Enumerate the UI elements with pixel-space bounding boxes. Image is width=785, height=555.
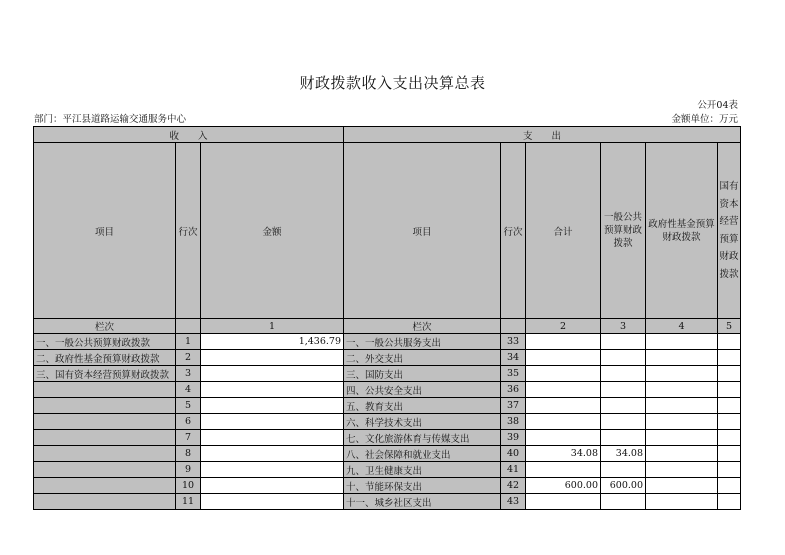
- table-row: [34, 382, 741, 398]
- income-amount-cell: [201, 446, 344, 462]
- column-index-4: 4: [646, 319, 718, 334]
- expense-item-cell: 三、国防支出: [344, 366, 501, 382]
- income-amount-cell: 1,436.79: [201, 334, 344, 350]
- column-index-label: 栏次: [34, 319, 176, 334]
- expense-item-cell: 十、节能环保支出: [344, 478, 501, 494]
- department-label: 部门：平江县道路运输交通服务中心: [34, 114, 187, 125]
- total-cell: [526, 334, 601, 350]
- income-amount-cell: [201, 366, 344, 382]
- state-capital-cell: [718, 478, 741, 494]
- state-capital-header: 国有资本经营预算财政拨款: [718, 143, 741, 319]
- income-amount-header: 金额: [201, 143, 344, 319]
- income-line-no-cell: 5: [176, 398, 201, 414]
- gov-fund-header: 政府性基金预算财政拨款: [646, 143, 718, 319]
- gov-fund-cell: [646, 398, 718, 414]
- general-budget-cell: [601, 430, 646, 446]
- state-capital-cell: [718, 382, 741, 398]
- income-line-no-cell: 1: [176, 334, 201, 350]
- income-amount-cell: [201, 478, 344, 494]
- income-amount-cell: [201, 382, 344, 398]
- total-cell: [526, 398, 601, 414]
- fiscal-summary-table: [33, 126, 741, 510]
- total-cell: 34.08: [526, 446, 601, 462]
- income-line-no-cell: 7: [176, 430, 201, 446]
- income-line-no-cell: 11: [176, 494, 201, 510]
- table-row: [34, 462, 741, 478]
- expense-item-cell: 八、社会保障和就业支出: [344, 446, 501, 462]
- gov-fund-cell: [646, 462, 718, 478]
- total-cell: 600.00: [526, 478, 601, 494]
- total-cell: [526, 462, 601, 478]
- state-capital-cell: [718, 430, 741, 446]
- table-row: [34, 350, 741, 366]
- expense-line-no-cell: 36: [501, 382, 526, 398]
- income-line-no-cell: 6: [176, 414, 201, 430]
- table-row: [34, 478, 741, 494]
- expense-item-header: 项目: [344, 143, 501, 319]
- general-budget-cell: [601, 494, 646, 510]
- income-amount-cell: [201, 414, 344, 430]
- total-cell: [526, 430, 601, 446]
- general-budget-cell: 600.00: [601, 478, 646, 494]
- state-capital-cell: [718, 494, 741, 510]
- income-header: 收 入: [34, 127, 344, 143]
- expense-item-cell: 七、文化旅游体育与传媒支出: [344, 430, 501, 446]
- gov-fund-cell: [646, 334, 718, 350]
- column-index-1: 1: [201, 319, 344, 334]
- gov-fund-cell: [646, 414, 718, 430]
- total-cell: [526, 494, 601, 510]
- table-row: [34, 414, 741, 430]
- income-line-no-cell: 8: [176, 446, 201, 462]
- state-capital-cell: [718, 414, 741, 430]
- income-line-no-cell: 2: [176, 350, 201, 366]
- report-title: 财政拨款收入支出决算总表: [299, 74, 486, 92]
- total-cell: [526, 350, 601, 366]
- income-item-cell: [34, 382, 176, 398]
- state-capital-cell: [718, 462, 741, 478]
- table-row: [34, 366, 741, 382]
- expense-item-cell: 十一、城乡社区支出: [344, 494, 501, 510]
- expense-line-no-cell: 37: [501, 398, 526, 414]
- expense-line-no-cell: 41: [501, 462, 526, 478]
- income-item-cell: 二、政府性基金预算财政拨款: [34, 350, 176, 366]
- table-row: [34, 494, 741, 510]
- income-line-no-cell: 4: [176, 382, 201, 398]
- expense-item-cell: 五、教育支出: [344, 398, 501, 414]
- income-item-cell: 三、国有资本经营预算财政拨款: [34, 366, 176, 382]
- table-row: [34, 398, 741, 414]
- gov-fund-cell: [646, 478, 718, 494]
- table-row: [34, 430, 741, 446]
- income-item-cell: [34, 478, 176, 494]
- income-item-cell: [34, 430, 176, 446]
- income-item-cell: [34, 494, 176, 510]
- state-capital-cell: [718, 398, 741, 414]
- expense-line-no-cell: 35: [501, 366, 526, 382]
- income-amount-cell: [201, 398, 344, 414]
- column-index-blank-right: [501, 319, 526, 334]
- expense-line-no-cell: 34: [501, 350, 526, 366]
- expense-line-no-cell: 43: [501, 494, 526, 510]
- gov-fund-cell: [646, 366, 718, 382]
- table-row: [34, 446, 741, 462]
- expense-header: 支 出: [344, 127, 741, 143]
- gov-fund-cell: [646, 446, 718, 462]
- gov-fund-cell: [646, 350, 718, 366]
- general-budget-cell: [601, 366, 646, 382]
- state-capital-cell: [718, 446, 741, 462]
- total-cell: [526, 414, 601, 430]
- income-item-cell: [34, 446, 176, 462]
- expense-item-cell: 四、公共安全支出: [344, 382, 501, 398]
- general-budget-cell: [601, 414, 646, 430]
- total-cell: [526, 366, 601, 382]
- amount-unit-label: 金额单位：万元: [671, 114, 738, 125]
- column-index-3: 3: [601, 319, 646, 334]
- column-index-label-right: 栏次: [344, 319, 501, 334]
- column-index-2: 2: [526, 319, 601, 334]
- state-capital-cell: [718, 350, 741, 366]
- state-capital-cell: [718, 366, 741, 382]
- general-budget-cell: [601, 398, 646, 414]
- expense-item-cell: 二、外交支出: [344, 350, 501, 366]
- total-header: 合计: [526, 143, 601, 319]
- income-item-cell: [34, 414, 176, 430]
- expense-line-no-cell: 39: [501, 430, 526, 446]
- income-amount-cell: [201, 430, 344, 446]
- expense-line-no-cell: 33: [501, 334, 526, 350]
- expense-line-no-cell: 42: [501, 478, 526, 494]
- general-budget-cell: [601, 350, 646, 366]
- income-amount-cell: [201, 350, 344, 366]
- expense-line-no-header: 行次: [501, 143, 526, 319]
- general-budget-header: 一般公共预算财政拨款: [601, 143, 646, 319]
- income-line-no-cell: 10: [176, 478, 201, 494]
- expense-line-no-cell: 38: [501, 414, 526, 430]
- gov-fund-cell: [646, 494, 718, 510]
- expense-item-cell: 九、卫生健康支出: [344, 462, 501, 478]
- expense-item-cell: 六、科学技术支出: [344, 414, 501, 430]
- general-budget-cell: [601, 334, 646, 350]
- income-item-header: 项目: [34, 143, 176, 319]
- income-amount-cell: [201, 494, 344, 510]
- total-cell: [526, 382, 601, 398]
- column-index-blank: [176, 319, 201, 334]
- column-index-5: 5: [718, 319, 741, 334]
- general-budget-cell: [601, 382, 646, 398]
- income-item-cell: [34, 462, 176, 478]
- gov-fund-cell: [646, 430, 718, 446]
- income-line-no-cell: 9: [176, 462, 201, 478]
- expense-item-cell: 一、一般公共服务支出: [344, 334, 501, 350]
- general-budget-cell: [601, 462, 646, 478]
- form-number: 公开04表: [697, 100, 738, 111]
- table-row: [34, 334, 741, 350]
- income-line-no-header: 行次: [176, 143, 201, 319]
- income-amount-cell: [201, 462, 344, 478]
- gov-fund-cell: [646, 382, 718, 398]
- state-capital-cell: [718, 334, 741, 350]
- expense-line-no-cell: 40: [501, 446, 526, 462]
- income-line-no-cell: 3: [176, 366, 201, 382]
- income-item-cell: [34, 398, 176, 414]
- income-item-cell: 一、一般公共预算财政拨款: [34, 334, 176, 350]
- general-budget-cell: 34.08: [601, 446, 646, 462]
